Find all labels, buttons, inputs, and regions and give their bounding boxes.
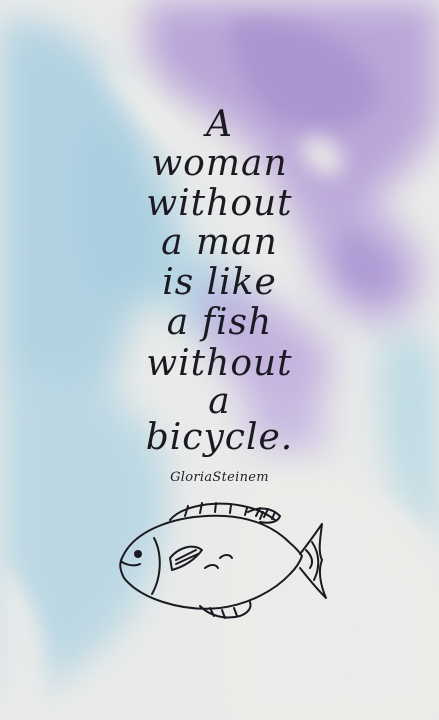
fish-icon [110,498,335,628]
quote-line-7: without [146,343,293,384]
quote-line-6: a fish [166,302,273,343]
quote-line-4: a man [161,222,278,263]
quote-line-2: woman [151,143,288,184]
quote-line-5: is like [162,262,277,303]
quote-line-3: without [146,183,293,224]
quote-line-1: A [206,104,233,145]
quote-line-8: a [208,381,231,422]
attribution: GloriaSteinem [170,470,269,485]
quote-line-9: bicycle. [145,417,294,458]
